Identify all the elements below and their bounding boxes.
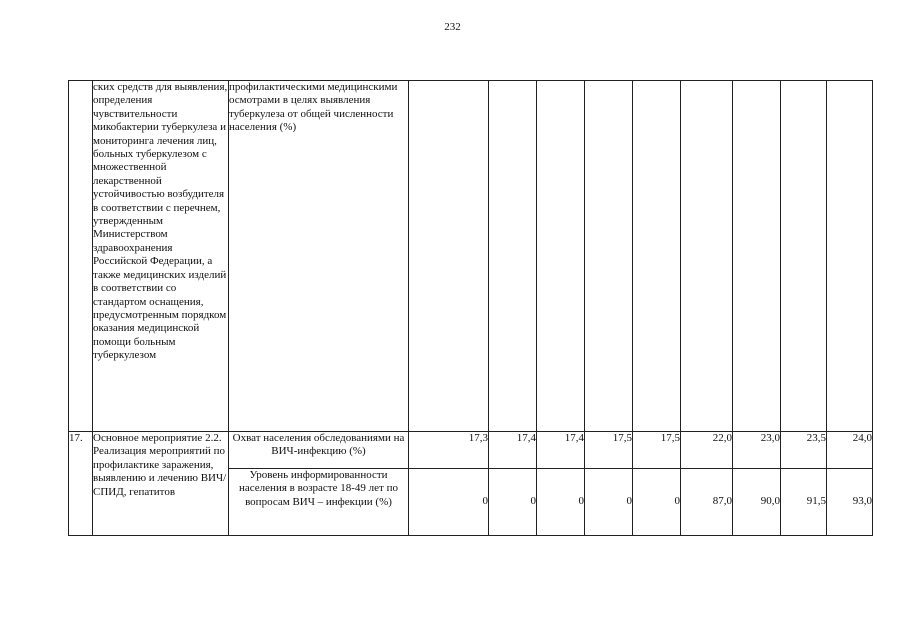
indicator-cell [229,81,409,432]
value-cell: 87,0 [681,469,733,536]
row-number: 17. [69,432,93,536]
continuation-row [69,81,873,432]
value-cell: 0 [585,469,633,536]
number-cell [69,81,93,432]
value-cell: 22,0 [681,432,733,469]
table-row-17-indicator-1 [69,432,873,469]
measure-cell [93,81,229,432]
value-cell: 91,5 [781,469,827,536]
value-cell [537,81,585,432]
measure-cell [93,432,229,536]
value-cell: 0 [489,469,537,536]
value-cell: 90,0 [733,469,781,536]
value-cell [585,81,633,432]
value-cell: 17,4 [489,432,537,469]
value-cell: 0 [409,469,489,536]
value-cell: 23,5 [781,432,827,469]
indicator-name: Уровень информированности населения в возрасте 18-49 лет по вопросам ВИЧ – инфекции (%) [229,469,409,536]
value-cell: 17,4 [537,432,585,469]
value-cell [827,81,873,432]
value-cell: 17,5 [633,432,681,469]
value-cell [633,81,681,432]
value-cell: 17,5 [585,432,633,469]
value-cell [489,81,537,432]
value-cell: 23,0 [733,432,781,469]
value-cell: 24,0 [827,432,873,469]
value-cell [733,81,781,432]
measure-text: Основное мероприятие 2.2. Реализация мероприятий по профилактике заражения, выявлению и лечению ВИЧ/СПИД, гепатитов [93,432,227,498]
value-cell: 93,0 [827,469,873,536]
page-number: 232 [444,21,461,33]
program-table [68,80,873,536]
value-cell [781,81,827,432]
value-cell: 17,3 [409,432,489,469]
value-cell: 0 [537,469,585,536]
indicator-text: профилактическими медицинскими осмотрами в целях выявления туберкулеза от общей численности населения (%) [229,81,398,134]
measure-text: ских средств для выявления, определения чувствительности микобактерии туберкулеза и мониторинга лечения лиц, больных туберкулезом с множественной лекарственной устойчивостью возбудителя в соответствии с перечнем, утвержденным Министерством здравоохранения Российской Федерации, а также медицинских изделий в соответствии со стандартом оснащения, предусмотренным порядком оказания медицинской помощи больным туберкулезом [93,81,228,362]
value-cell: 0 [633,469,681,536]
value-cell [681,81,733,432]
value-cell [409,81,489,432]
indicator-name: Охват населения обследованиями на ВИЧ-инфекцию (%) [229,432,409,469]
